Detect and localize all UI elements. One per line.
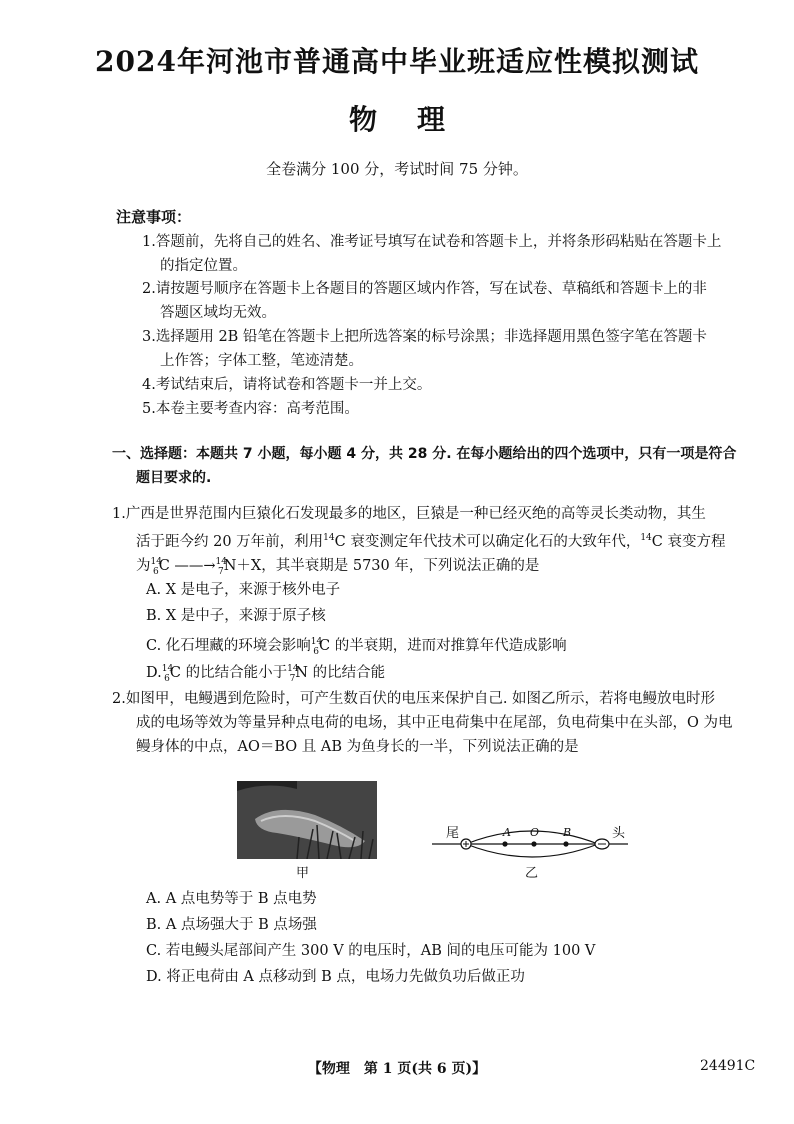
q1-stem-line: 1.广西是世界范围内巨猿化石发现最多的地区，巨猿是一种已经灭绝的高等灵长类动物，其生 [112,506,706,522]
subject-title: 物理 [348,103,485,136]
q1-text: 为 [136,557,151,574]
atomic-number: 7 [289,673,296,684]
q2-option-a: A. A 点电势等于 B 点电势 [146,891,317,907]
q1-option-a: A. X 是电子，来源于核外电子 [146,582,341,598]
q2-option-b: B. A 点场强大于 B 点场强 [146,917,317,933]
point-a-label: A [503,826,511,839]
mass-number: 14 [323,533,335,543]
tail-label: 尾 [446,826,460,841]
q1-option-c-text: C 的半衰期，进而对推算年代造成影响 [318,637,567,654]
atomic-number: 6 [152,566,159,577]
mass-number: 14 [215,557,227,567]
point-o-label: O [530,826,540,839]
figure-label-jia: 甲 [296,866,310,881]
q1-option-d-text: C 的比结合能小于 [169,664,288,681]
mass-number: 14 [287,664,299,674]
notice-line: 5.本卷主要考查内容：高考范围。 [142,401,359,417]
q1-option-d-text: N 的比结合能 [295,664,386,681]
exam-title: 2024年河池市普通高中毕业班适应性模拟测试 [95,45,699,78]
notice-line: 2.请按题号顺序在答题卡上各题目的答题区域内作答，写在试卷、草稿纸和答题卡上的非 [142,281,707,297]
atomic-number: 6 [164,673,170,684]
notice-line: 的指定位置。 [160,258,247,274]
q1-text: 活于距今约 20 万年前，利用 [136,533,324,550]
section-heading: 一、选择题：本题共 7 小题，每小题 4 分，共 28 分. 在每小题给出的四个选项中，只有一项是符合 [112,446,737,462]
notice-line: 1.答题前，先将自己的姓名、准考证号填写在试卷和答题卡上，并将条形码粘贴在答题卡上 [142,234,722,250]
mass-number: 14 [150,557,162,567]
q1-option-d-text: D. [146,664,162,681]
exam-code: 24491C [700,1058,756,1074]
notice-line: 上作答；字体工整，笔迹清楚。 [160,353,363,369]
head-label: 头 [612,826,626,841]
notice-line: 3.选择题用 2B 铅笔在答题卡上把所选答案的标号涂黑；非选择题用黑色签字笔在答题卡 [142,329,707,345]
q2-stem-line: 成的电场等效为等量异种点电荷的电场，其中正电荷集中在尾部，负电荷集中在头部，O 为电 [136,715,733,731]
mass-number: 14 [310,637,323,647]
page-footer: 【物理 第 1 页(共 6 页)】 [307,1061,487,1077]
q1-text: C ——→ [158,557,216,574]
q2-option-d: D. 将正电荷由 A 点移动到 B 点，电场力先做负功后做正功 [146,969,525,985]
q1-text: C 衰变方程 [651,533,726,550]
notice-line: 答题区域均无效。 [160,305,276,321]
q1-option-c-text: C. 化石埋藏的环境会影响 [146,637,311,654]
q1-text: C 衰变测定年代技术可以确定化石的大致年代， [334,533,641,550]
section-heading-cont: 题目要求的. [136,470,212,486]
q2-stem-line: 2.如图甲，电鳗遇到危险时，可产生数百伏的电压来保护自己. 如图乙所示，若将电鳗放电时形 [112,691,716,707]
eel-photo [237,781,377,859]
q1-stem-line [136,553,539,581]
atomic-number: 7 [218,566,224,577]
atomic-number: 6 [313,646,319,657]
q1-text: N＋X，其半衰期是 5730 年，下列说法正确的是 [223,557,540,574]
q2-option-c: C. 若电鳗头尾部间产生 300 V 的电压时，AB 间的电压可能为 100 V [146,943,596,959]
notice-line: 4.考试结束后，请将试卷和答题卡一并上交。 [142,377,432,393]
score-info: 全卷满分 100 分，考试时间 75 分钟。 [266,160,528,178]
notice-heading: 注意事项： [116,208,192,226]
q1-option-b: B. X 是中子，来源于原子核 [146,608,326,624]
q2-stem-line: 鳗身体的中点，AO＝BO 且 AB 为鱼身长的一半，下列说法正确的是 [136,739,579,755]
mass-number: 14 [161,664,174,674]
mass-number: 14 [640,533,652,543]
q1-option-d [146,660,385,688]
q1-option-c [146,633,567,661]
figure-label-yi: 乙 [525,866,539,881]
q1-stem-line [136,529,726,551]
point-b-label: B [563,826,572,839]
